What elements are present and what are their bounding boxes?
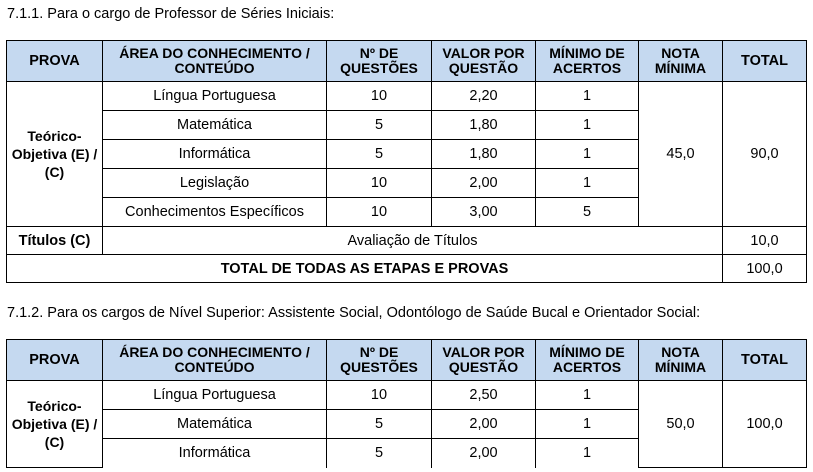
prova-label: Teórico-Objetiva (E) / (C) [7,82,103,227]
header-valor: VALOR POR QUESTÃO [432,340,536,381]
questoes-cell: 10 [327,381,432,410]
valor-cell: 2,00 [432,169,536,198]
titulos-row [7,227,807,255]
grand-total-row [7,255,807,283]
header-questoes: Nº DE QUESTÕES [327,340,432,381]
questoes-cell: 5 [327,111,432,140]
area-cell: Legislação [103,169,327,198]
area-cell: Língua Portuguesa [103,381,327,410]
area-cell: Matemática [103,111,327,140]
header-questoes: Nº DE QUESTÕES [327,41,432,82]
total-cell: 100,0 [723,381,807,468]
table-row [7,381,807,410]
table-row [7,82,807,111]
minimo-cell: 1 [536,439,639,468]
titulos-total: 10,0 [723,227,807,255]
header-area: ÁREA DO CONHECIMENTO / CONTEÚDO [103,340,327,381]
grand-total-label: TOTAL DE TODAS AS ETAPAS E PROVAS [7,255,723,283]
titulos-description: Avaliação de Títulos [103,227,723,255]
prova-label: Teórico-Objetiva (E) / (C) [7,381,103,468]
nota-minima-cell: 50,0 [639,381,723,468]
minimo-cell: 5 [536,198,639,227]
minimo-cell: 1 [536,410,639,439]
minimo-cell: 1 [536,140,639,169]
header-minimo: MÍNIMO DE ACERTOS [536,41,639,82]
header-total: TOTAL [723,41,807,82]
valor-cell: 1,80 [432,140,536,169]
questoes-cell: 5 [327,439,432,468]
questoes-cell: 5 [327,410,432,439]
section-heading-7-1-1: 7.1.1. Para o cargo de Professor de Séries Iniciais: [7,6,335,22]
valor-cell: 2,00 [432,439,536,468]
area-cell: Matemática [103,410,327,439]
header-minimo: MÍNIMO DE ACERTOS [536,340,639,381]
minimo-cell: 1 [536,169,639,198]
area-cell: Informática [103,439,327,468]
header-total: TOTAL [723,340,807,381]
questoes-cell: 10 [327,198,432,227]
valor-cell: 2,50 [432,381,536,410]
grand-total-value: 100,0 [723,255,807,283]
score-table-nivel-superior [6,339,807,468]
valor-cell: 2,20 [432,82,536,111]
header-area: ÁREA DO CONHECIMENTO / CONTEÚDO [103,41,327,82]
minimo-cell: 1 [536,82,639,111]
area-cell: Informática [103,140,327,169]
valor-cell: 2,00 [432,410,536,439]
minimo-cell: 1 [536,381,639,410]
valor-cell: 3,00 [432,198,536,227]
header-row [7,41,807,82]
header-prova: PROVA [7,41,103,82]
header-nota: NOTA MÍNIMA [639,41,723,82]
header-row [7,340,807,381]
area-cell: Conhecimentos Específicos [103,198,327,227]
questoes-cell: 5 [327,140,432,169]
header-valor: VALOR POR QUESTÃO [432,41,536,82]
area-cell: Língua Portuguesa [103,82,327,111]
questoes-cell: 10 [327,82,432,111]
valor-cell: 1,80 [432,111,536,140]
titulos-label: Títulos (C) [7,227,103,255]
total-cell: 90,0 [723,82,807,227]
score-table-professor [6,40,807,283]
header-nota: NOTA MÍNIMA [639,340,723,381]
section-heading-7-1-2: 7.1.2. Para os cargos de Nível Superior: Assistente Social, Odontólogo de Saúde Bucal e Orientador Social: [7,305,701,321]
nota-minima-cell: 45,0 [639,82,723,227]
minimo-cell: 1 [536,111,639,140]
questoes-cell: 10 [327,169,432,198]
header-prova: PROVA [7,340,103,381]
